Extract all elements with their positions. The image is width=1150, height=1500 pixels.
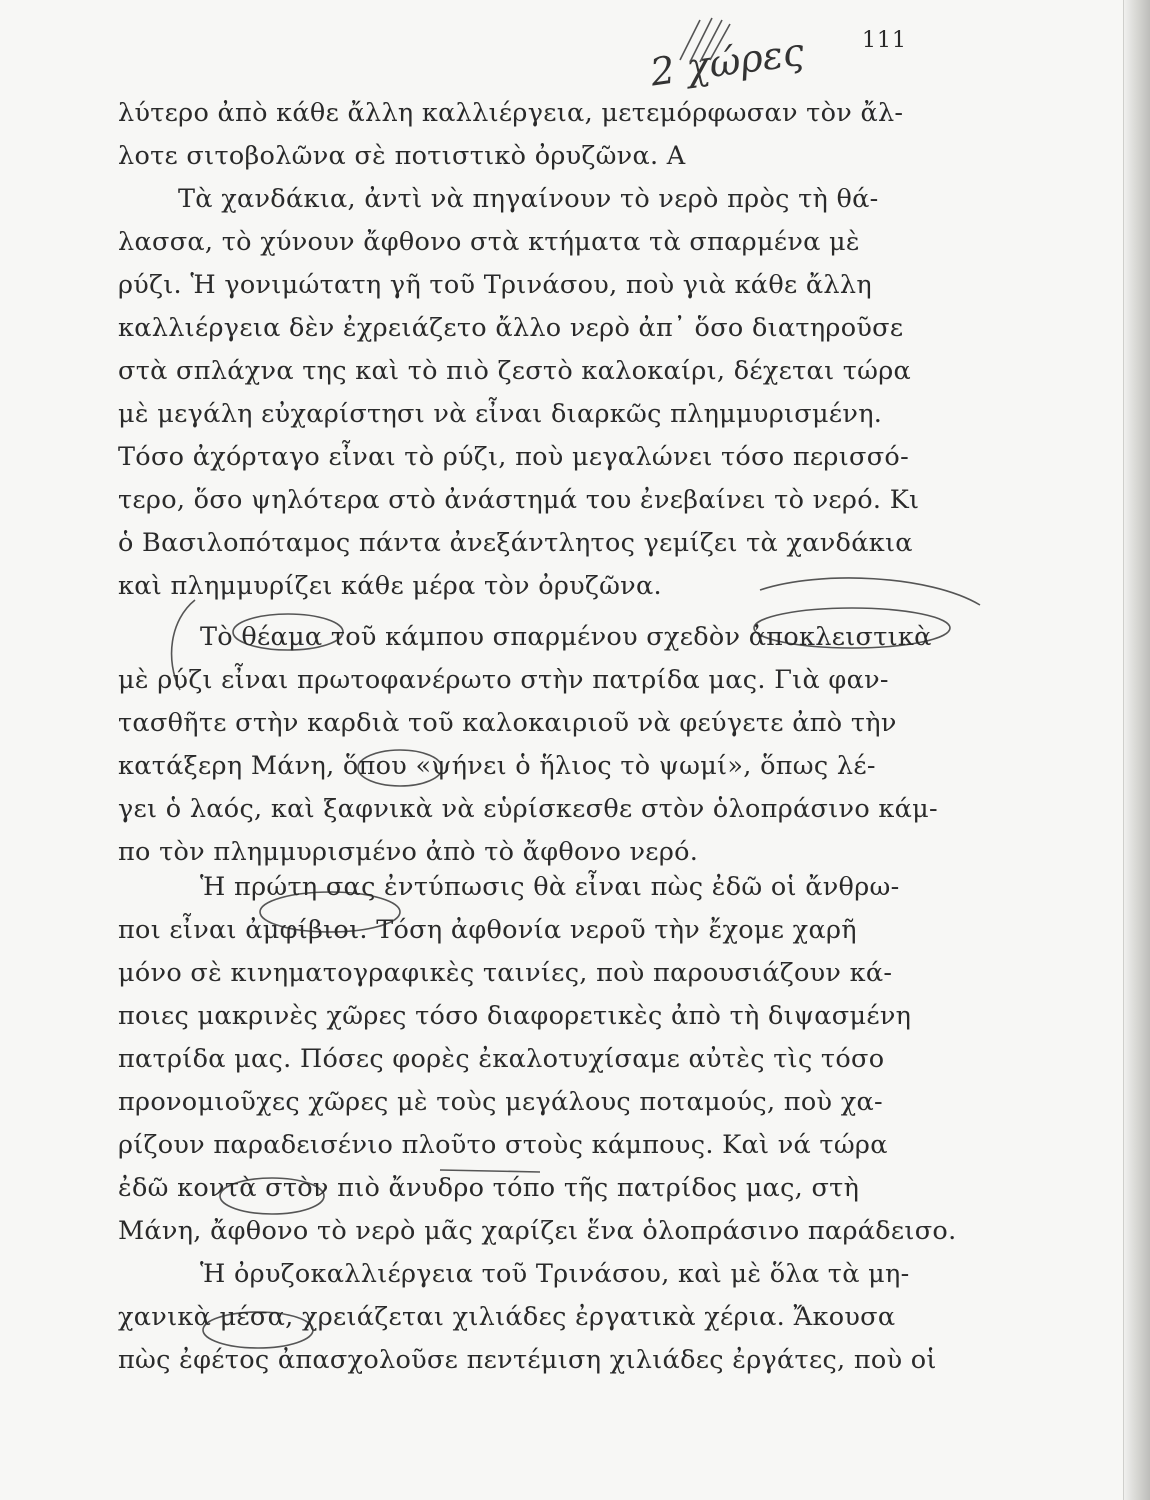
text-line: Τόσο ἀχόρταγο εἶναι τὸ ρύζι, ποὺ μεγαλώνει τόσο περισσό-: [118, 442, 909, 472]
text-line: πὼς ἐφέτος ἀπασχολοῦσε πεντέμιση χιλιάδες ἐργάτες, ποὺ οἱ: [118, 1345, 937, 1375]
pencil-hatching-mark: [680, 18, 730, 62]
text-line: ποι εἶναι ἀμφίβιοι. Τόση ἀφθονία νεροῦ τὴν ἔχομε χαρῆ: [118, 915, 857, 945]
text-line: μὲ ρύζι εἶναι πρωτοφανέρωτο στὴν πατρίδα μας. Γιὰ φαν-: [118, 665, 889, 695]
text-line: γει ὁ λαός, καὶ ξαφνικὰ νὰ εὑρίσκεσθε στὸν ὁλοπράσινο κάμ-: [118, 794, 938, 824]
text-line: πατρίδα μας. Πόσες φορὲς ἐκαλοτυχίσαμε αὐτὲς τὶς τόσο: [118, 1044, 885, 1074]
page-number: 111: [862, 28, 907, 53]
text-line: Τὸ θέαμα τοῦ κάμπου σπαρμένου σχεδὸν ἀποκλειστικὰ: [200, 622, 932, 652]
text-line: πο τὸν πλημμυρισμένο ἀπὸ τὸ ἄφθονο νερό.: [118, 837, 699, 867]
text-line: τασθῆτε στὴν καρδιὰ τοῦ καλοκαιριοῦ νὰ φεύγετε ἀπὸ τὴν: [118, 708, 897, 738]
text-line: ὁ Βασιλοπόταμος πάντα ἀνεξάντλητος γεμίζει τὰ χανδάκια: [118, 528, 913, 558]
text-line: λοτε σιτοβολῶνα σὲ ποτιστικὸ ὀρυζῶνα. A: [118, 141, 686, 171]
text-line: Τὰ χανδάκια, ἀντὶ νὰ πηγαίνουν τὸ νερὸ πρὸς τὴ θά-: [178, 184, 879, 214]
text-line: καὶ πλημμυρίζει κάθε μέρα τὸν ὀρυζῶνα.: [118, 571, 662, 601]
text-line: Μάνη, ἄφθονο τὸ νερὸ μᾶς χαρίζει ἕνα ὁλοπράσινο παράδεισο.: [118, 1216, 957, 1246]
text-line: προνομιοῦχες χῶρες μὲ τοὺς μεγάλους ποταμούς, ποὺ χα-: [118, 1087, 883, 1117]
text-line: καλλιέργεια δὲν ἐχρειάζετο ἄλλο νερὸ ἀπ᾽ ὅσο διατηροῦσε: [118, 313, 904, 343]
text-line: λασσα, τὸ χύνουν ἄφθονο στὰ κτήματα τὰ σπαρμένα μὲ: [118, 227, 860, 257]
text-line: στὰ σπλάχνα της καὶ τὸ πιὸ ζεστὸ καλοκαίρι, δέχεται τώρα: [118, 356, 912, 386]
text-line: μὲ μεγάλη εὐχαρίστησι νὰ εἶναι διαρκῶς πλημμυρισμένη.: [118, 399, 883, 429]
text-line: μόνο σὲ κινηματογραφικὲς ταινίες, ποὺ παρουσιάζουν κά-: [118, 958, 893, 988]
text-line: χανικὰ μέσα, χρειάζεται χιλιάδες ἐργατικὰ χέρια. Ἄκουσα: [118, 1302, 896, 1332]
text-line: ρίζουν παραδεισένιο πλοῦτο στοὺς κάμπους. Καὶ νά τώρα: [118, 1130, 888, 1160]
text-line: ἐδῶ κοντὰ στὸν πιὸ ἄνυδρο τόπο τῆς πατρίδος μας, στὴ: [118, 1173, 860, 1203]
text-line: κατάξερη Μάνη, ὅπου «ψήνει ὁ ἥλιος τὸ ψωμί», ὅπως λέ-: [118, 751, 876, 781]
text-line: ρύζι. Ἡ γονιμώτατη γῆ τοῦ Τρινάσου, ποὺ γιὰ κάθε ἄλλη: [118, 270, 872, 300]
text-line: Ἡ ὀρυζοκαλλιέργεια τοῦ Τρινάσου, καὶ μὲ ὅλα τὰ μη-: [200, 1259, 910, 1289]
text-line: Ἡ πρώτη σας ἐντύπωσις θὰ εἶναι πὼς ἐδῶ οἱ ἄνθρω-: [200, 872, 900, 902]
text-line: ποιες μακρινὲς χῶρες τόσο διαφορετικὲς ἀπὸ τὴ διψασμένη: [118, 1001, 912, 1031]
handwritten-margin-note: 2 χώρες: [647, 29, 807, 95]
text-line: λύτερο ἀπὸ κάθε ἄλλη καλλιέργεια, μετεμόρφωσαν τὸν ἄλ-: [118, 98, 904, 128]
text-line: τερο, ὅσο ψηλότερα στὸ ἀνάστημά του ἐνεβαίνει τὸ νερό. Κι: [118, 485, 920, 515]
